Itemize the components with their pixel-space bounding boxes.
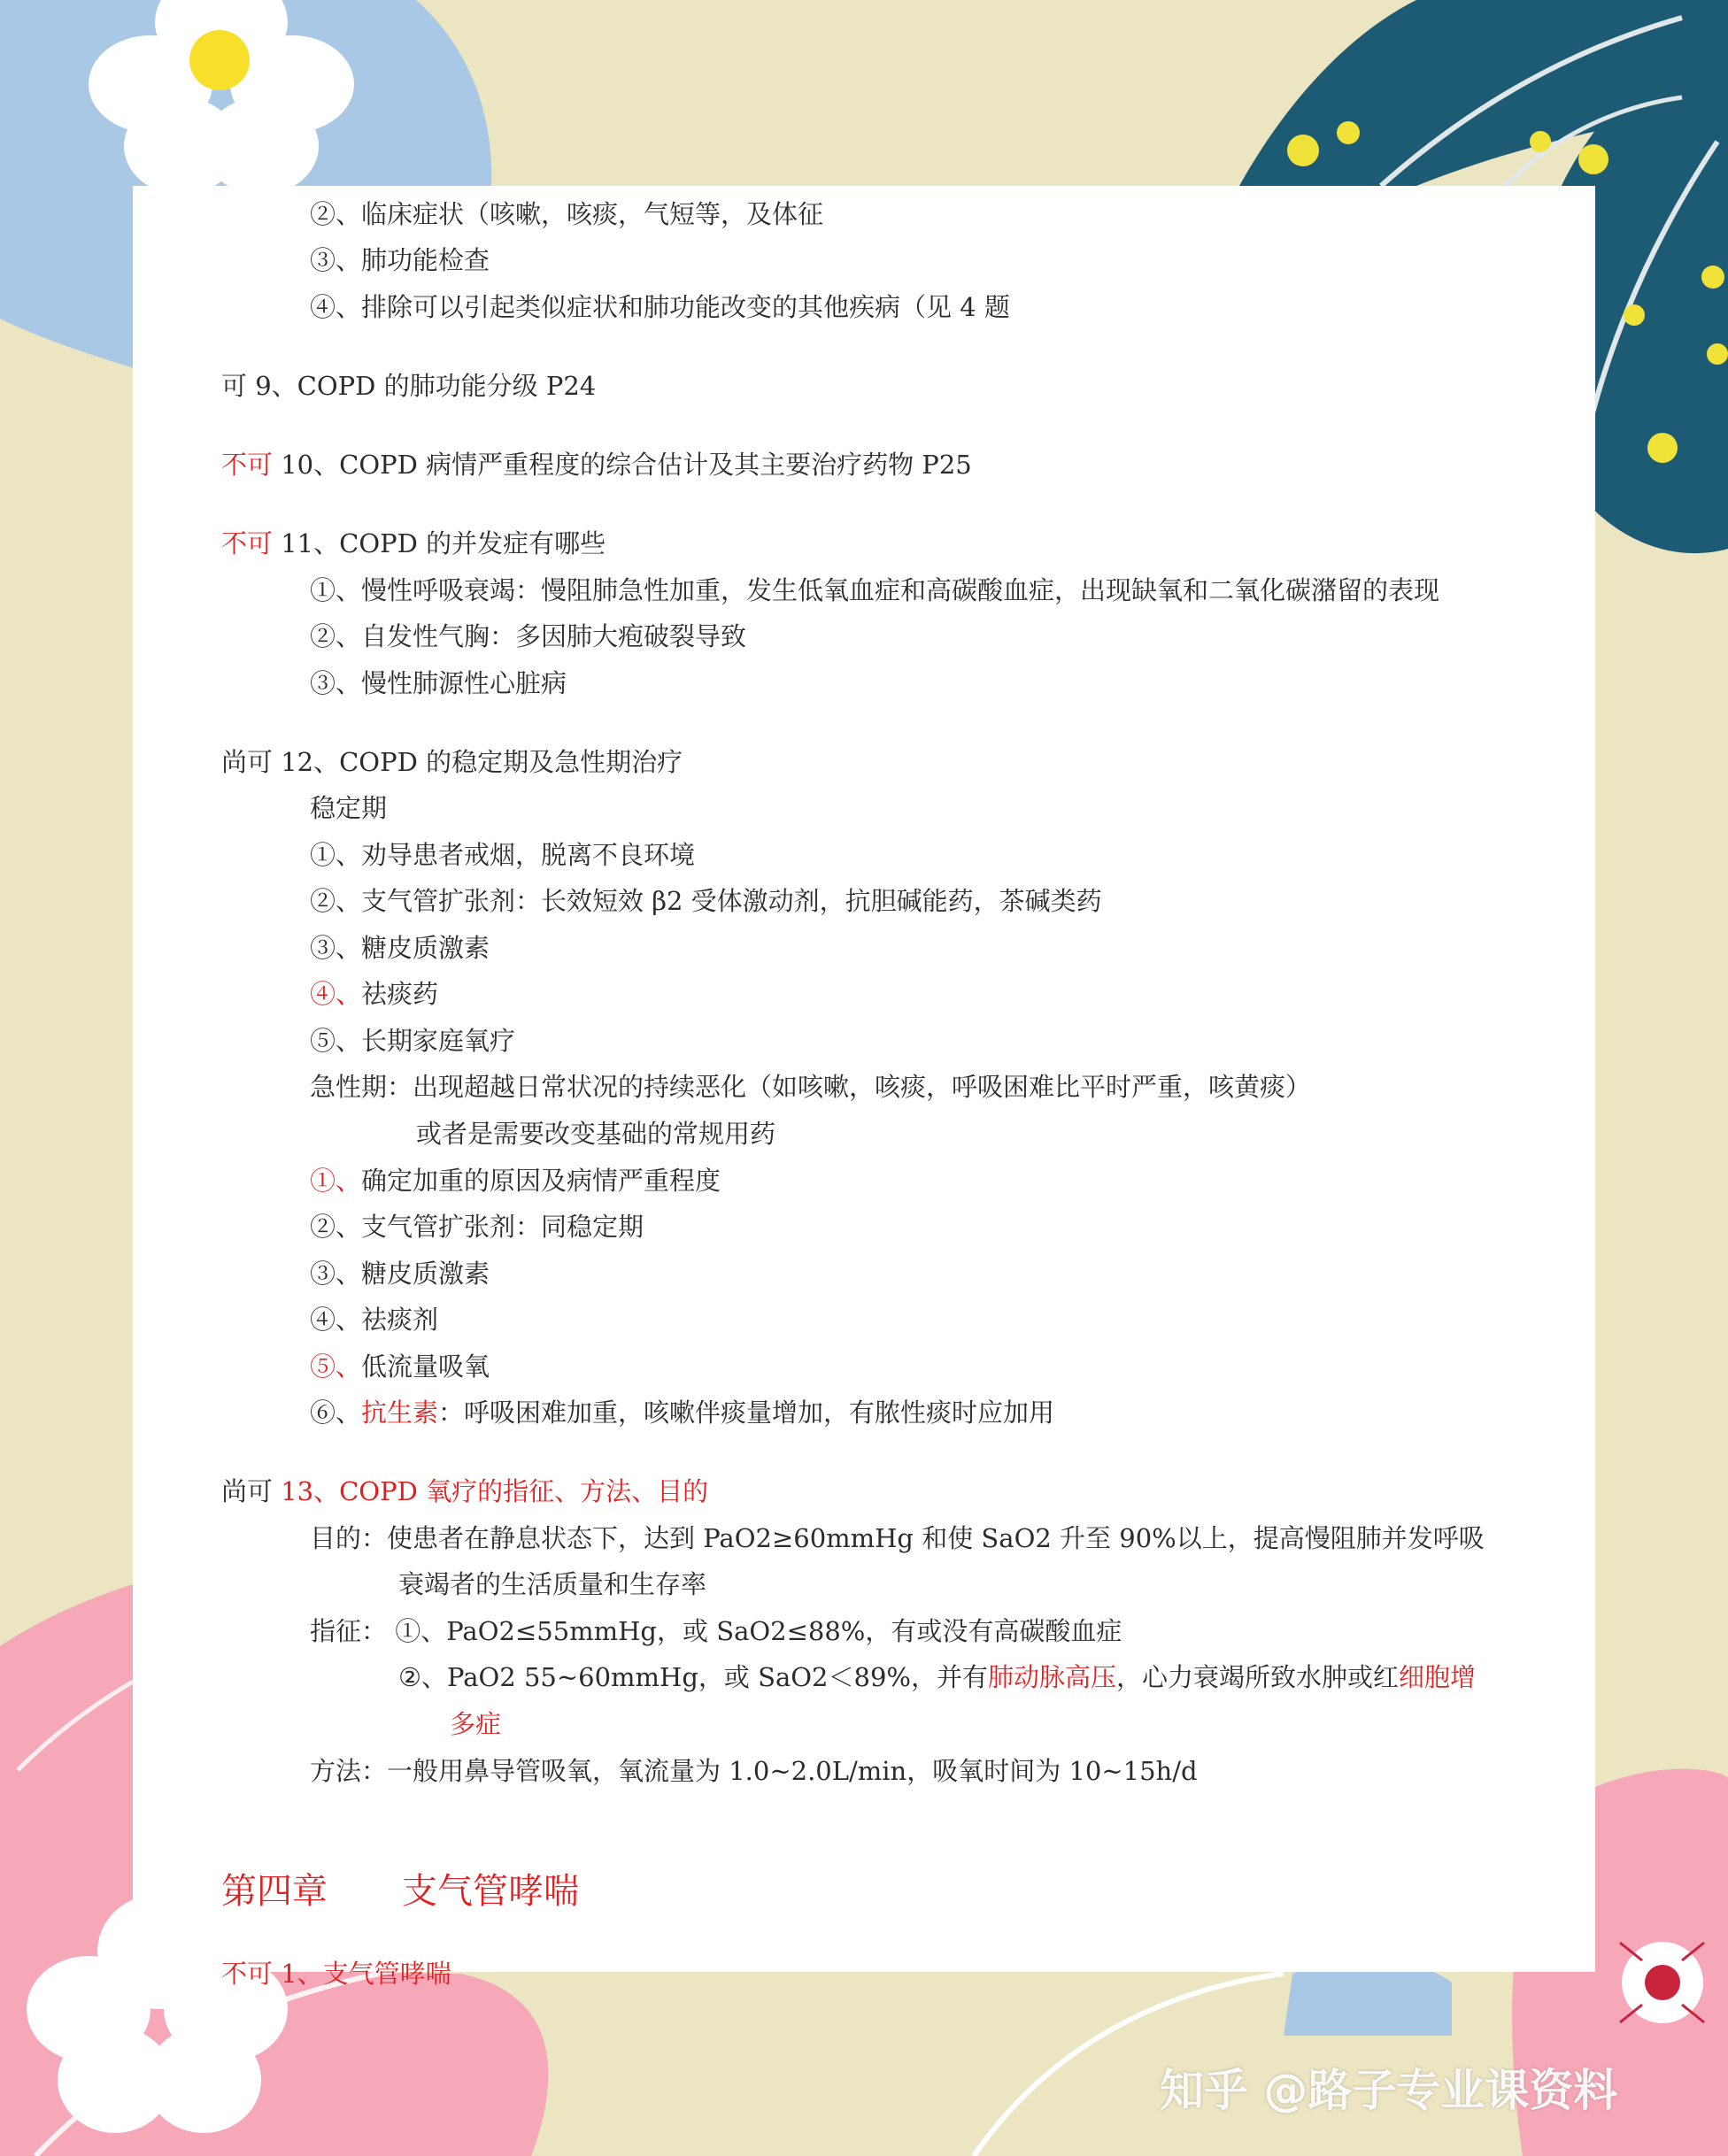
acute-item-6 (310, 1395, 1054, 1430)
oxygen-indication-2-cont: 多症 (450, 1709, 502, 1739)
diagnosis-item-2: ②、临床症状（咳嗽，咳痰，气短等，及体征 (310, 199, 824, 229)
acute-item-3: ③、糖皮质激素 (310, 1259, 490, 1289)
chapter-title: 支气管哮喘 (402, 1871, 579, 1912)
stable-item-3: ③、糖皮质激素 (310, 933, 490, 963)
indication-2-text-b: ，心力衰竭所致水肿或红 (1115, 1662, 1399, 1692)
stable-item-5: ⑤、长期家庭氧疗 (310, 1026, 516, 1056)
complication-item-3: ③、慢性肺源性心脏病 (310, 668, 567, 698)
acute-item-6-text: ：呼吸困难加重，咳嗽伴痰量增加，有脓性痰时应加用 (438, 1398, 1055, 1428)
cut-off-tag: 不可 (221, 1959, 274, 1989)
oxygen-goal-line-2: 衰竭者的生活质量和生存率 (398, 1569, 707, 1599)
question-11 (221, 526, 606, 561)
acute-item-5-number: ⑤、 (310, 1351, 362, 1382)
erythrocytosis-text: 细胞增 (1398, 1662, 1476, 1692)
acute-item-1 (310, 1163, 721, 1198)
oxygen-method: 方法：一般用鼻导管吸氧，氧流量为 1.0~2.0L/min，吸氧时间为 10~15h/d (310, 1756, 1198, 1786)
pulmonary-hypertension-text: 肺动脉高压 (987, 1662, 1116, 1692)
zhihu-watermark: 知乎 @路子专业课资料 (1160, 2065, 1618, 2116)
acute-item-1-number: ①、 (310, 1166, 362, 1196)
diagnosis-item-4: ④、排除可以引起类似症状和肺功能改变的其他疾病（见 4 题 (310, 292, 1010, 322)
stable-item-4 (310, 976, 438, 1012)
oxygen-indication-1: 指征： ①、PaO2≤55mmHg，或 SaO2≤88%，有或没有高碳酸血症 (310, 1616, 1122, 1646)
stable-item-4-text: 祛痰药 (361, 979, 439, 1009)
stable-phase-heading: 稳定期 (310, 793, 388, 823)
red-center-flower-icon (1620, 1942, 1704, 2023)
acute-item-6-number: ⑥、 (310, 1398, 362, 1428)
question-11-text: 11、COPD 的并发症有哪些 (273, 528, 606, 558)
cut-off-text: 1、支气管哮喘 (273, 1959, 451, 1989)
acute-phase-line-1: 急性期：出现超越日常状况的持续恶化（如咳嗽，咳痰，呼吸困难比平时严重，咳黄痰） (310, 1072, 1312, 1102)
question-13-text: 13、COPD 氧疗的指征、方法、目的 (281, 1476, 709, 1506)
question-10 (221, 447, 972, 482)
question-11-tag: 不可 (221, 528, 274, 558)
question-10-text: 10、COPD 病情严重程度的综合估计及其主要治疗药物 P25 (273, 450, 972, 480)
question-10-tag: 不可 (221, 450, 274, 480)
acute-item-2: ②、支气管扩张剂：同稳定期 (310, 1212, 644, 1242)
acute-item-6-antibiotic: 抗生素 (361, 1398, 439, 1428)
document-page (133, 186, 1595, 1989)
complication-item-2: ②、自发性气胸：多因肺大疱破裂导致 (310, 621, 747, 651)
acute-item-4: ④、祛痰剂 (310, 1305, 439, 1335)
question-9: 可 9、COPD 的肺功能分级 P24 (221, 371, 597, 401)
acute-item-1-text: 确定加重的原因及病情严重程度 (361, 1166, 721, 1196)
stable-item-4-number: ④、 (310, 979, 362, 1009)
indication-2-text-a: ②、PaO2 55~60mmHg，或 SaO2＜89%，并有 (398, 1662, 988, 1692)
acute-item-5-text: 低流量吸氧 (361, 1351, 490, 1382)
cut-off-question-1 (221, 1956, 451, 1991)
complication-item-1: ①、慢性呼吸衰竭：慢阻肺急性加重，发生低氧血症和高碳酸血症，出现缺氧和二氧化碳潴留的表现 (310, 575, 1440, 605)
oxygen-goal-line-1: 目的：使患者在静息状态下，达到 PaO2≥60mmHg 和使 SaO2 升至 90%以上，提高慢阻肺并发呼吸 (310, 1523, 1485, 1553)
question-12: 尚可 12、COPD 的稳定期及急性期治疗 (221, 747, 683, 777)
chapter-number: 第四章 (221, 1871, 328, 1912)
stable-item-1: ①、劝导患者戒烟，脱离不良环境 (310, 840, 696, 870)
question-13 (221, 1474, 708, 1509)
acute-phase-line-2: 或者是需要改变基础的常规用药 (416, 1119, 776, 1149)
diagnosis-item-3: ③、肺功能检查 (310, 245, 490, 275)
acute-item-5 (310, 1349, 490, 1384)
question-13-tag: 尚可 (221, 1476, 282, 1506)
stable-item-2: ②、支气管扩张剂：长效短效 β2 受体激动剂，抗胆碱能药，茶碱类药 (310, 886, 1102, 916)
chapter-heading (221, 1869, 579, 1913)
oxygen-indication-2 (398, 1659, 1476, 1695)
